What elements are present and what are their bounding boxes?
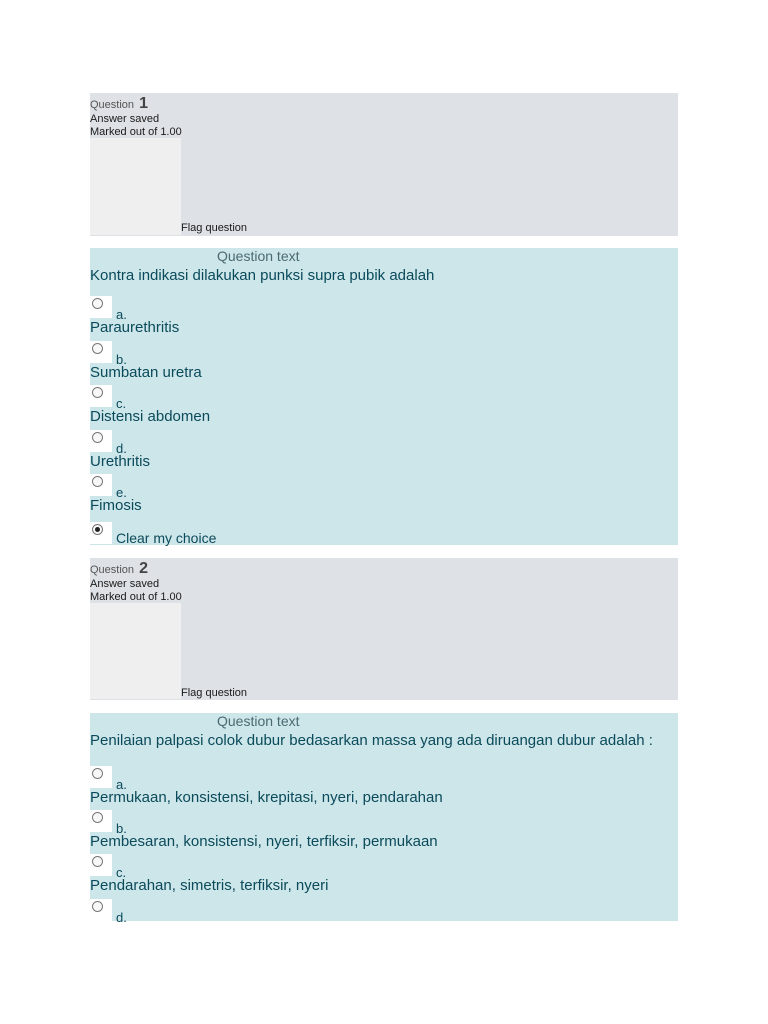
question-1-info xyxy=(90,93,678,236)
question-1-content xyxy=(90,248,678,545)
option-a[interactable] xyxy=(90,766,678,810)
question-1-number xyxy=(90,95,148,113)
option-c[interactable] xyxy=(90,854,678,898)
question-label: Question xyxy=(90,564,135,576)
option-letter: b. xyxy=(116,352,127,367)
option-text[interactable]: Paraurethritis xyxy=(90,319,180,336)
option-text[interactable]: Pendarahan, simetris, terfiksir, nyeri xyxy=(90,877,329,894)
question-2-state: Answer saved xyxy=(90,578,160,590)
flag-icon[interactable] xyxy=(90,138,181,235)
option-letter: d. xyxy=(116,441,127,456)
question-text-label: Question text xyxy=(217,713,300,729)
question-number: 1 xyxy=(139,95,148,112)
option-letter: e. xyxy=(116,485,127,500)
clear-choice-label[interactable]: Clear my choice xyxy=(116,530,217,546)
radio-button[interactable] xyxy=(90,341,112,363)
option-text[interactable]: Fimosis xyxy=(90,497,142,514)
question-1-text: Kontra indikasi dilakukan punksi supra pubik adalah xyxy=(90,267,435,284)
radio-button[interactable] xyxy=(90,854,112,876)
option-d[interactable] xyxy=(90,899,678,925)
question-text-label: Question text xyxy=(217,248,300,264)
radio-button[interactable] xyxy=(90,474,112,496)
option-c[interactable] xyxy=(90,385,678,429)
radio-button[interactable] xyxy=(90,899,112,921)
radio-button[interactable] xyxy=(90,810,112,832)
option-letter: c. xyxy=(116,865,127,880)
option-text[interactable]: Urethritis xyxy=(90,453,151,470)
clear-choice[interactable] xyxy=(90,522,678,544)
question-1-state: Answer saved xyxy=(90,113,160,125)
option-letter: a. xyxy=(116,777,127,792)
option-b[interactable] xyxy=(90,810,678,854)
radio-button[interactable] xyxy=(90,385,112,407)
option-letter: c. xyxy=(116,396,127,411)
question-2-number xyxy=(90,560,148,578)
flag-question-link[interactable]: Flag question xyxy=(181,687,248,699)
question-2-content xyxy=(90,713,678,925)
option-letter: a. xyxy=(116,307,127,322)
option-letter: b. xyxy=(116,821,127,836)
radio-button[interactable] xyxy=(90,766,112,788)
question-2-text: Penilaian palpasi colok dubur bedasarkan massa yang ada diruangan dubur adalah : xyxy=(90,732,653,749)
option-letter: d. xyxy=(116,910,127,925)
option-text[interactable]: Distensi abdomen xyxy=(90,408,211,425)
option-e[interactable] xyxy=(90,474,678,518)
question-2-info xyxy=(90,558,678,700)
option-d[interactable] xyxy=(90,430,678,474)
option-text[interactable]: Permukaan, konsistensi, krepitasi, nyeri, pendarahan xyxy=(90,789,443,806)
option-text[interactable]: Sumbatan uretra xyxy=(90,364,202,381)
question-number: 2 xyxy=(139,560,148,577)
option-text[interactable]: Pembesaran, konsistensi, nyeri, terfiksir, permukaan xyxy=(90,833,438,850)
option-a[interactable] xyxy=(90,296,678,340)
question-2-grade: Marked out of 1.00 xyxy=(90,591,182,603)
flag-icon[interactable] xyxy=(90,603,181,699)
question-label: Question xyxy=(90,99,135,111)
radio-button[interactable] xyxy=(90,296,112,318)
question-1-grade: Marked out of 1.00 xyxy=(90,126,182,138)
radio-button[interactable] xyxy=(90,430,112,452)
option-b[interactable] xyxy=(90,341,678,385)
flag-question-link[interactable]: Flag question xyxy=(181,222,248,234)
radio-button[interactable] xyxy=(90,522,112,544)
